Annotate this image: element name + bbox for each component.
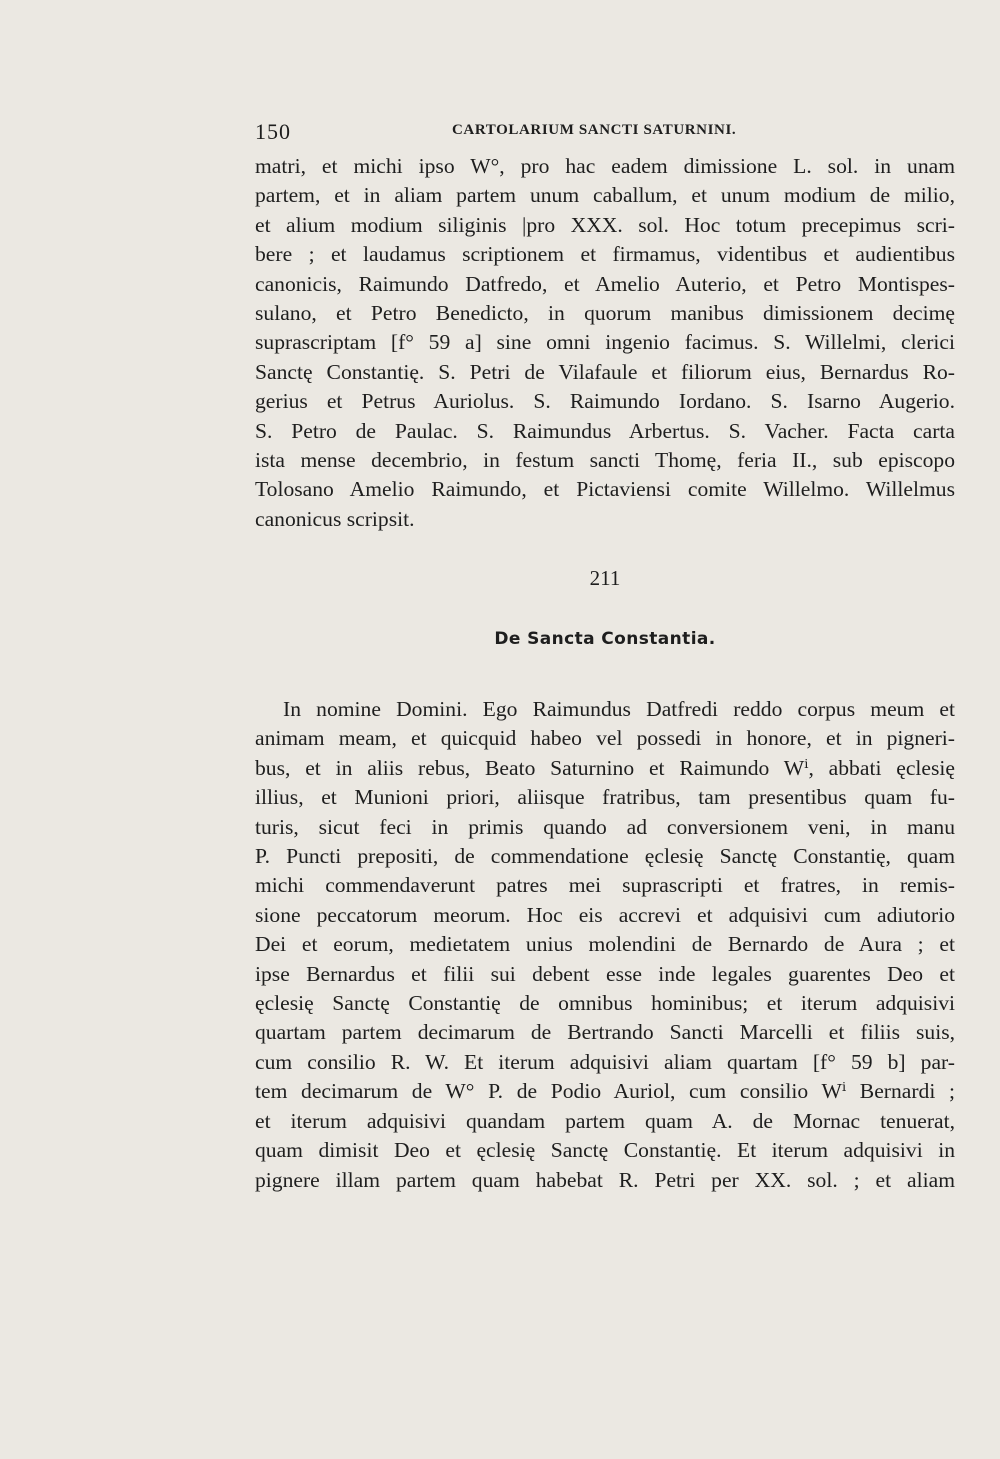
charter-title: De Sancta Constantia. [494,629,716,649]
text-line: quam dimisit Deo et ęclesię Sanctę Constantię. Et iterum adquisivi in [255,1138,955,1163]
text-line: animam meam, et quicquid habeo vel possedi in honore, et in pigneri- [255,726,955,751]
text-line: turis, sicut feci in primis quando ad conversionem veni, in manu [255,814,955,839]
text-line: michi commendaverunt patres mei suprascripti et fratres, in remis- [255,873,955,898]
text-line: P. Puncti prepositi, de commendatione ęclesię Sanctę Constantię, quam [255,844,955,869]
charter-text [255,695,955,1195]
text-line: Dei et eorum, medietatem unius molendini de Bernardo de Aura ; et [255,932,955,957]
text-line: matri, et michi ipso W°, pro hac eadem dimissione L. sol. in unam [255,154,955,178]
text-line: ęclesię Sanctę Constantię de omnibus hominibus; et iterum adquisivi [255,991,955,1016]
text-line: ipse Bernardus et filii sui debent esse inde legales guarentes Deo et [255,961,955,986]
charter-number: 211 [589,566,621,590]
text-line: pignere illam partem quam habebat R. Petri per XX. sol. ; et aliam [255,1167,955,1192]
text-line: et alium modium siliginis |pro XXX. sol. Hoc totum precepimus scri- [255,212,955,237]
text-line: sione peccatorum meorum. Hoc eis accrevi et adquisivi cum adiutorio [255,902,955,927]
text-line: bere ; et laudamus scriptionem et firmamus, videntibus et audientibus [255,242,955,267]
text-line: Sanctę Constantię. S. Petri de Vilafaule et filiorum eius, Bernardus Ro- [255,359,955,384]
running-head [255,119,955,143]
continuation-paragraph [255,152,955,534]
text-line: sulano, et Petro Benedicto, in quorum manibus dimissionem decimę [255,301,955,326]
text-line: illius, et Munioni priori, aliisque fratribus, tam presentibus quam fu- [255,785,955,810]
text-line: quartam partem decimarum de Bertrando Sancti Marcelli et filiis suis, [255,1020,955,1045]
text-line: tem decimarum de W° P. de Podio Auriol, cum consilio Wⁱ Bernardi ; [255,1079,955,1104]
text-line: gerius et Petrus Auriolus. S. Raimundo Iordano. S. Isarno Augerio. [255,389,955,414]
text-line: cum consilio R. W. Et iterum adquisivi aliam quartam [f° 59 b] par- [255,1049,955,1074]
text-line: partem, et in aliam partem unum caballum, et unum modium de milio, [255,183,955,208]
text-line: In nomine Domini. Ego Raimundus Datfredi reddo corpus meum et [283,697,955,721]
text-line: Tolosano Amelio Raimundo, et Pictaviensi comite Willelmo. Willelmus [255,477,955,502]
text-line: S. Petro de Paulac. S. Raimundus Arbertus. S. Vacher. Facta carta [255,418,955,443]
text-line: canonicus scripsit. [255,506,415,531]
running-title: CARTOLARIUM SANCTI SATURNINI. [452,122,737,138]
page-number: 150 [255,119,291,144]
text-line: ista mense decembrio, in festum sancti Thomę, feria II., sub episcopo [255,448,955,473]
text-line: canonicis, Raimundo Datfredo, et Amelio Auterio, et Petro Montispes- [255,271,955,296]
text-line: et iterum adquisivi quandam partem quam A. de Mornac tenuerat, [255,1108,955,1133]
text-line: bus, et in aliis rebus, Beato Saturnino et Raimundo Wⁱ, abbati ęclesię [255,755,955,780]
text-line: suprascriptam [f° 59 a] sine omni ingenio facimus. S. Willelmi, clerici [255,330,955,355]
